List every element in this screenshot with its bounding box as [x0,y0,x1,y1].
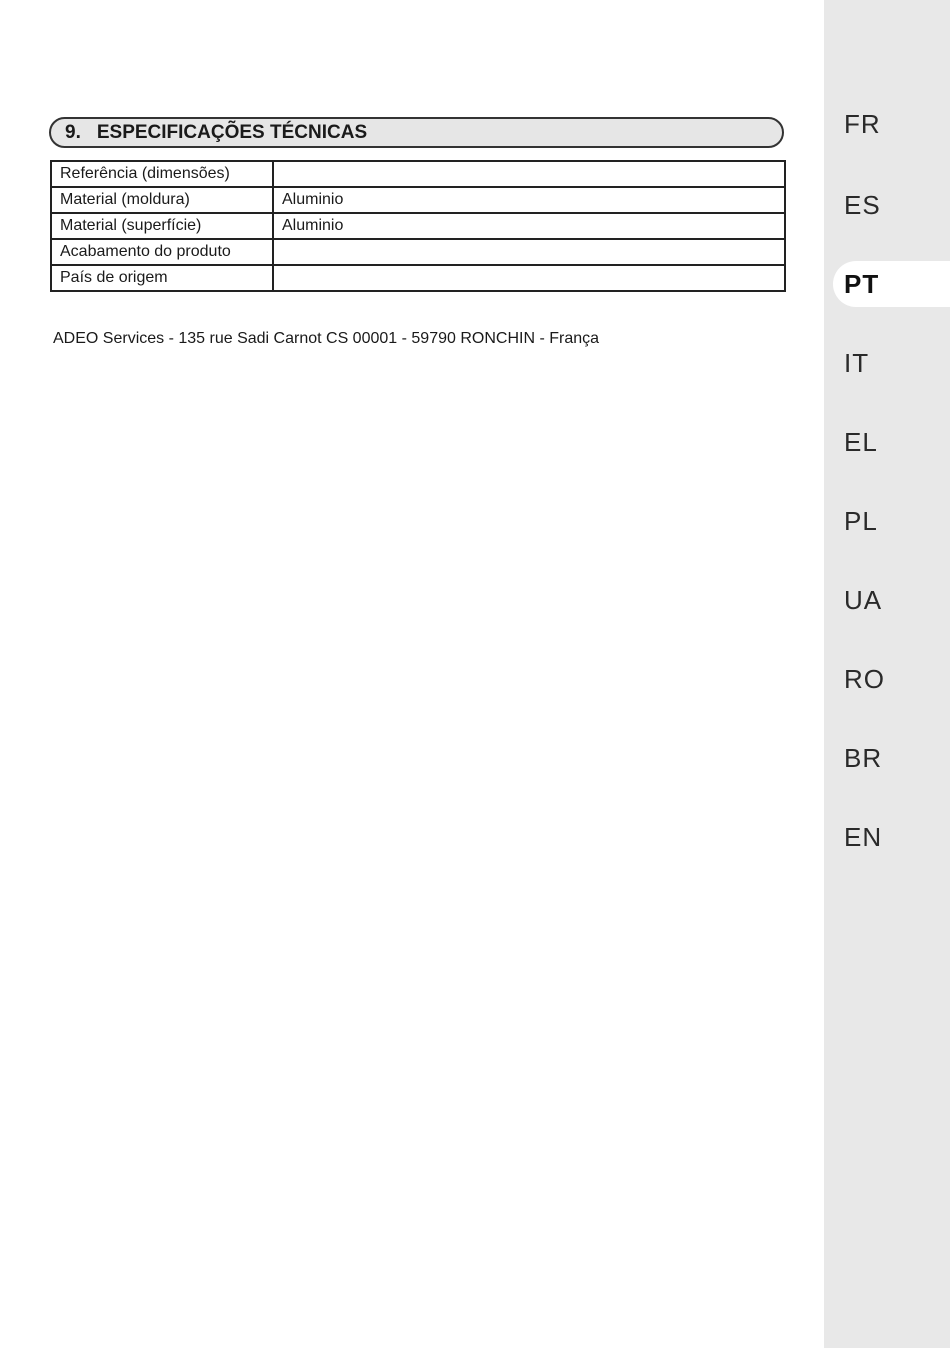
spec-label: Material (superfície) [51,213,273,239]
table-row [51,161,785,187]
language-tab-it[interactable]: IT [844,347,870,378]
section-number: 9. [65,121,81,143]
language-tab-pl[interactable]: PL [844,505,878,536]
language-tab-fr[interactable]: FR [844,108,881,139]
language-tab-ua[interactable]: UA [844,584,883,615]
spec-value [273,161,785,187]
language-tab-el[interactable]: EL [844,426,878,457]
language-tab-es[interactable]: ES [844,189,881,220]
language-tab-br[interactable]: BR [844,742,883,773]
table-row [51,265,785,291]
table-row [51,213,785,239]
spec-value [273,239,785,265]
spec-label: Material (moldura) [51,187,273,213]
language-tab-en[interactable]: EN [844,821,883,852]
table-row [51,187,785,213]
language-sidebar [824,0,950,1348]
company-address: ADEO Services - 135 rue Sadi Carnot CS 00001 - 59790 RONCHIN - França [53,330,600,347]
spec-value: Aluminio [273,187,785,213]
spec-label: Referência (dimensões) [51,161,273,187]
spec-label: Acabamento do produto [51,239,273,265]
section-header [49,117,784,148]
spec-value: Aluminio [273,213,785,239]
spec-value [273,265,785,291]
language-tab-ro[interactable]: RO [844,663,885,694]
language-tab-pt[interactable]: PT [833,261,950,307]
spec-label: País de origem [51,265,273,291]
table-row [51,239,785,265]
section-title: ESPECIFICAÇÕES TÉCNICAS [96,121,368,143]
specifications-table [50,160,786,292]
